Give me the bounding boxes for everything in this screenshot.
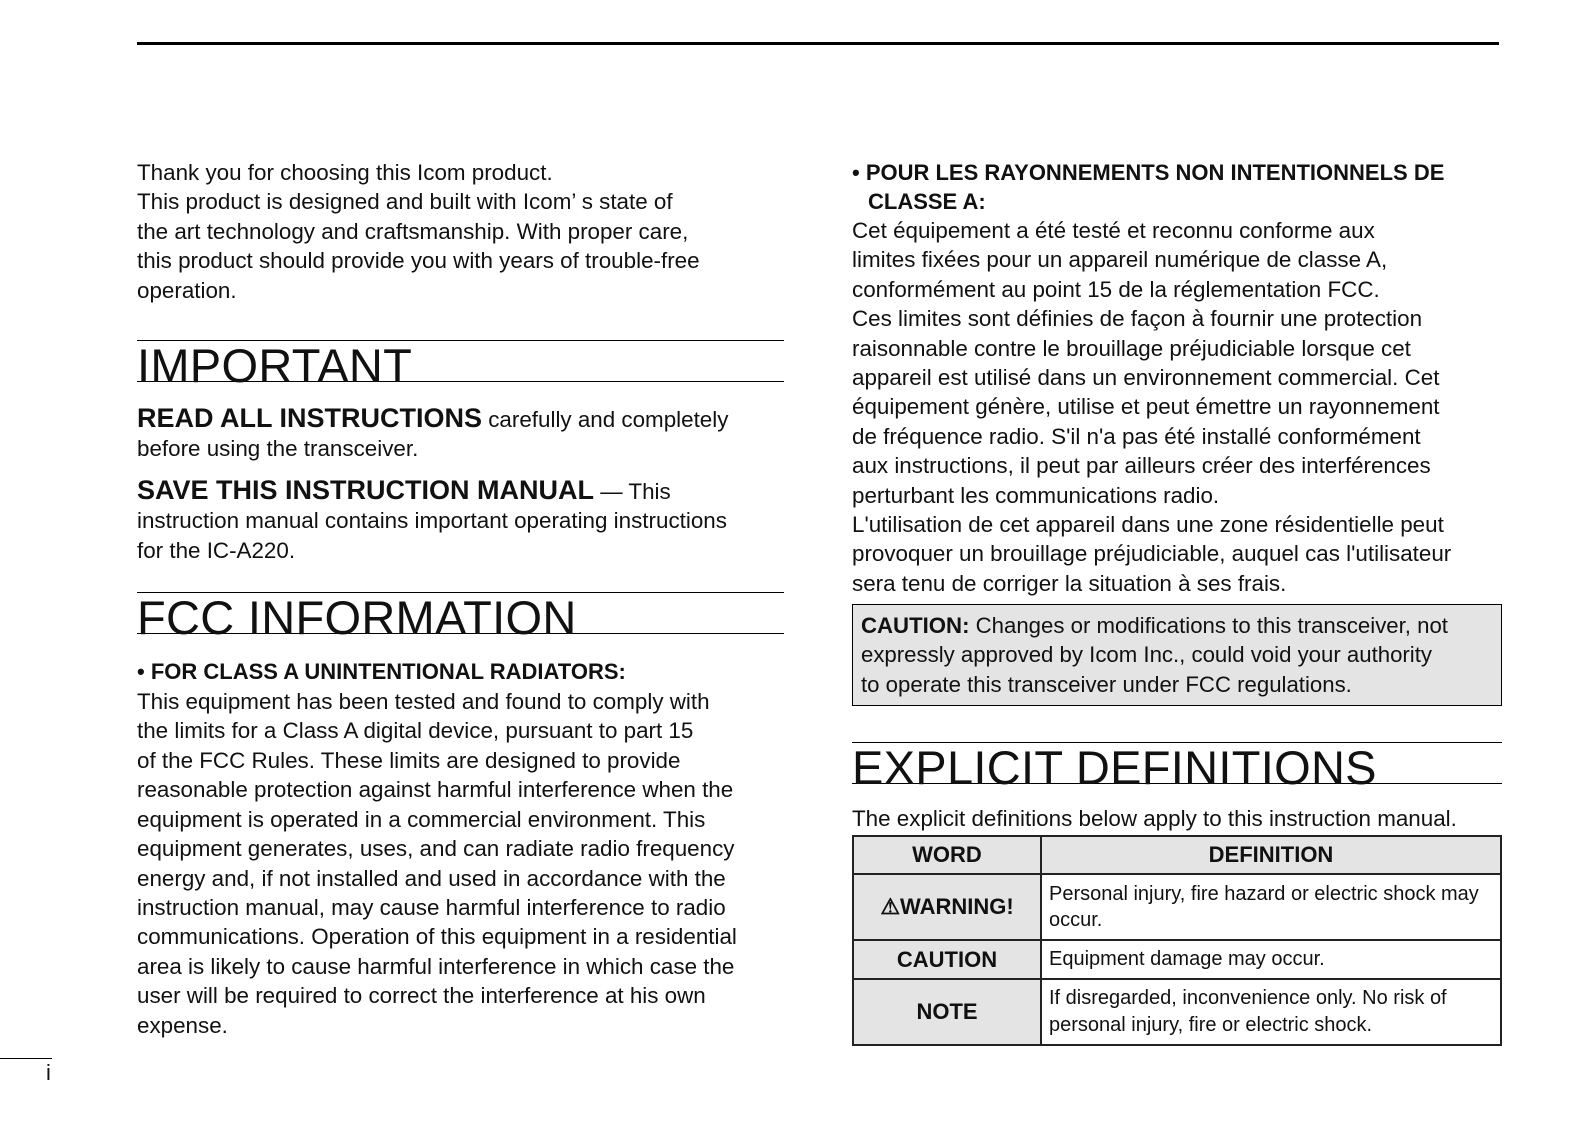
caution-text: Changes or modifications to this transceiver, not: [969, 613, 1448, 639]
read-instructions-bold: READ ALL INSTRUCTIONS: [137, 403, 483, 434]
class-a-heading: • FOR CLASS A UNINTENTIONAL RADIATORS:: [137, 659, 626, 685]
class-a-line: area is likely to cause harmful interference in which case the: [137, 953, 735, 979]
class-a-line: reasonable protection against harmful interference when the: [137, 777, 734, 803]
save-manual-paragraph: [137, 476, 784, 565]
french-line: Cet équipement a été testé et reconnu conforme aux: [852, 218, 1375, 243]
french-line: L'utilisation de cet appareil dans une zone résidentielle peut: [852, 512, 1444, 538]
fcc-caution-box: [852, 604, 1502, 706]
definitions-table: [852, 835, 1502, 1046]
page-number-rule: [0, 1058, 52, 1059]
page-number: i: [46, 1060, 51, 1085]
intro-line: Thank you for choosing this Icom product.: [137, 160, 553, 185]
word-cell: NOTE: [853, 979, 1041, 1045]
class-a-line: energy and, if not installed and used in accordance with the: [137, 865, 726, 891]
french-paragraph: [852, 216, 1502, 598]
intro-line: operation.: [137, 277, 237, 303]
class-a-line: of the FCC Rules. These limits are designed to provide: [137, 747, 681, 773]
right-column: [852, 158, 1502, 1046]
french-line: raisonnable contre le brouillage préjudiciable lorsque cet: [852, 335, 1411, 361]
word-cell: ⚠WARNING!: [853, 874, 1041, 940]
french-line: Ces limites sont définies de façon à fournir une protection: [852, 306, 1423, 332]
table-header-row: [853, 836, 1501, 874]
important-heading: IMPORTANT: [137, 340, 784, 382]
french-line: sera tenu de corriger la situation à ses frais.: [852, 570, 1287, 596]
save-manual-rest: — This: [594, 478, 671, 504]
left-column: [137, 158, 784, 1040]
caution-line: to operate this transceiver under FCC regulations.: [861, 671, 1352, 697]
read-instructions-paragraph: [137, 404, 784, 464]
french-heading-line: CLASSE A:: [868, 189, 986, 214]
caution-label: CAUTION:: [861, 613, 970, 639]
caution-line: expressly approved by Icom Inc., could void your authority: [861, 642, 1432, 668]
french-line: perturbant les communications radio.: [852, 482, 1220, 508]
intro-paragraph: [137, 158, 784, 305]
french-line: limites fixées pour un appareil numérique de classe A,: [852, 247, 1388, 273]
class-a-paragraph: [137, 687, 784, 1040]
table-row: [853, 874, 1501, 940]
french-heading: [852, 158, 1502, 216]
class-a-line: equipment generates, uses, and can radiate radio frequency: [137, 836, 735, 862]
definitions-intro: The explicit definitions below apply to this instruction manual.: [852, 805, 1457, 831]
table-row: [853, 940, 1501, 979]
french-line: provoquer un brouillage préjudiciable, auquel cas l'utilisateur: [852, 541, 1452, 567]
french-line: de fréquence radio. S'il n'a pas été installé conformément: [852, 423, 1421, 449]
intro-line: this product should provide you with years of trouble-free: [137, 248, 700, 274]
definition-cell: If disregarded, inconvenience only. No risk of personal injury, fire or electric shock.: [1041, 979, 1501, 1045]
save-manual-line: for the IC-A220.: [137, 537, 296, 563]
class-a-line: expense.: [137, 1012, 228, 1038]
french-heading-line: • POUR LES RAYONNEMENTS NON INTENTIONNELS DE: [852, 160, 1445, 185]
intro-line: the art technology and craftsmanship. With proper care,: [137, 218, 689, 244]
top-rule: [137, 42, 1499, 45]
class-a-line: user will be required to correct the interference at his own: [137, 983, 706, 1009]
definition-cell: Equipment damage may occur.: [1041, 940, 1501, 979]
french-line: équipement génère, utilise et peut émettre un rayonnement: [852, 394, 1440, 420]
definition-cell: Personal injury, fire hazard or electric shock may occur.: [1041, 874, 1501, 940]
read-instructions-line: before using the transceiver.: [137, 436, 419, 462]
intro-line: This product is designed and built with Icom’ s state of: [137, 189, 673, 215]
save-manual-bold: SAVE THIS INSTRUCTION MANUAL: [137, 474, 594, 505]
french-line: conformément au point 15 de la réglementation FCC.: [852, 276, 1380, 302]
class-a-line: communications. Operation of this equipment in a residential: [137, 924, 737, 950]
read-instructions-rest: carefully and completely: [482, 407, 729, 433]
save-manual-line: instruction manual contains important operating instructions: [137, 508, 727, 534]
french-line: aux instructions, il peut par ailleurs créer des interférences: [852, 453, 1431, 479]
french-line: appareil est utilisé dans un environnement commercial. Cet: [852, 365, 1440, 391]
class-a-line: This equipment has been tested and found to comply with: [137, 689, 710, 715]
column-header-definition: DEFINITION: [1041, 836, 1501, 874]
class-a-line: equipment is operated in a commercial environment. This: [137, 806, 706, 832]
class-a-line: the limits for a Class A digital device, pursuant to part 15: [137, 718, 694, 744]
word-cell: CAUTION: [853, 940, 1041, 979]
class-a-line: instruction manual, may cause harmful interference to radio: [137, 894, 726, 920]
column-header-word: WORD: [853, 836, 1041, 874]
fcc-heading: FCC INFORMATION: [137, 592, 784, 634]
definitions-heading: EXPLICIT DEFINITIONS: [852, 742, 1502, 784]
table-row: [853, 979, 1501, 1045]
